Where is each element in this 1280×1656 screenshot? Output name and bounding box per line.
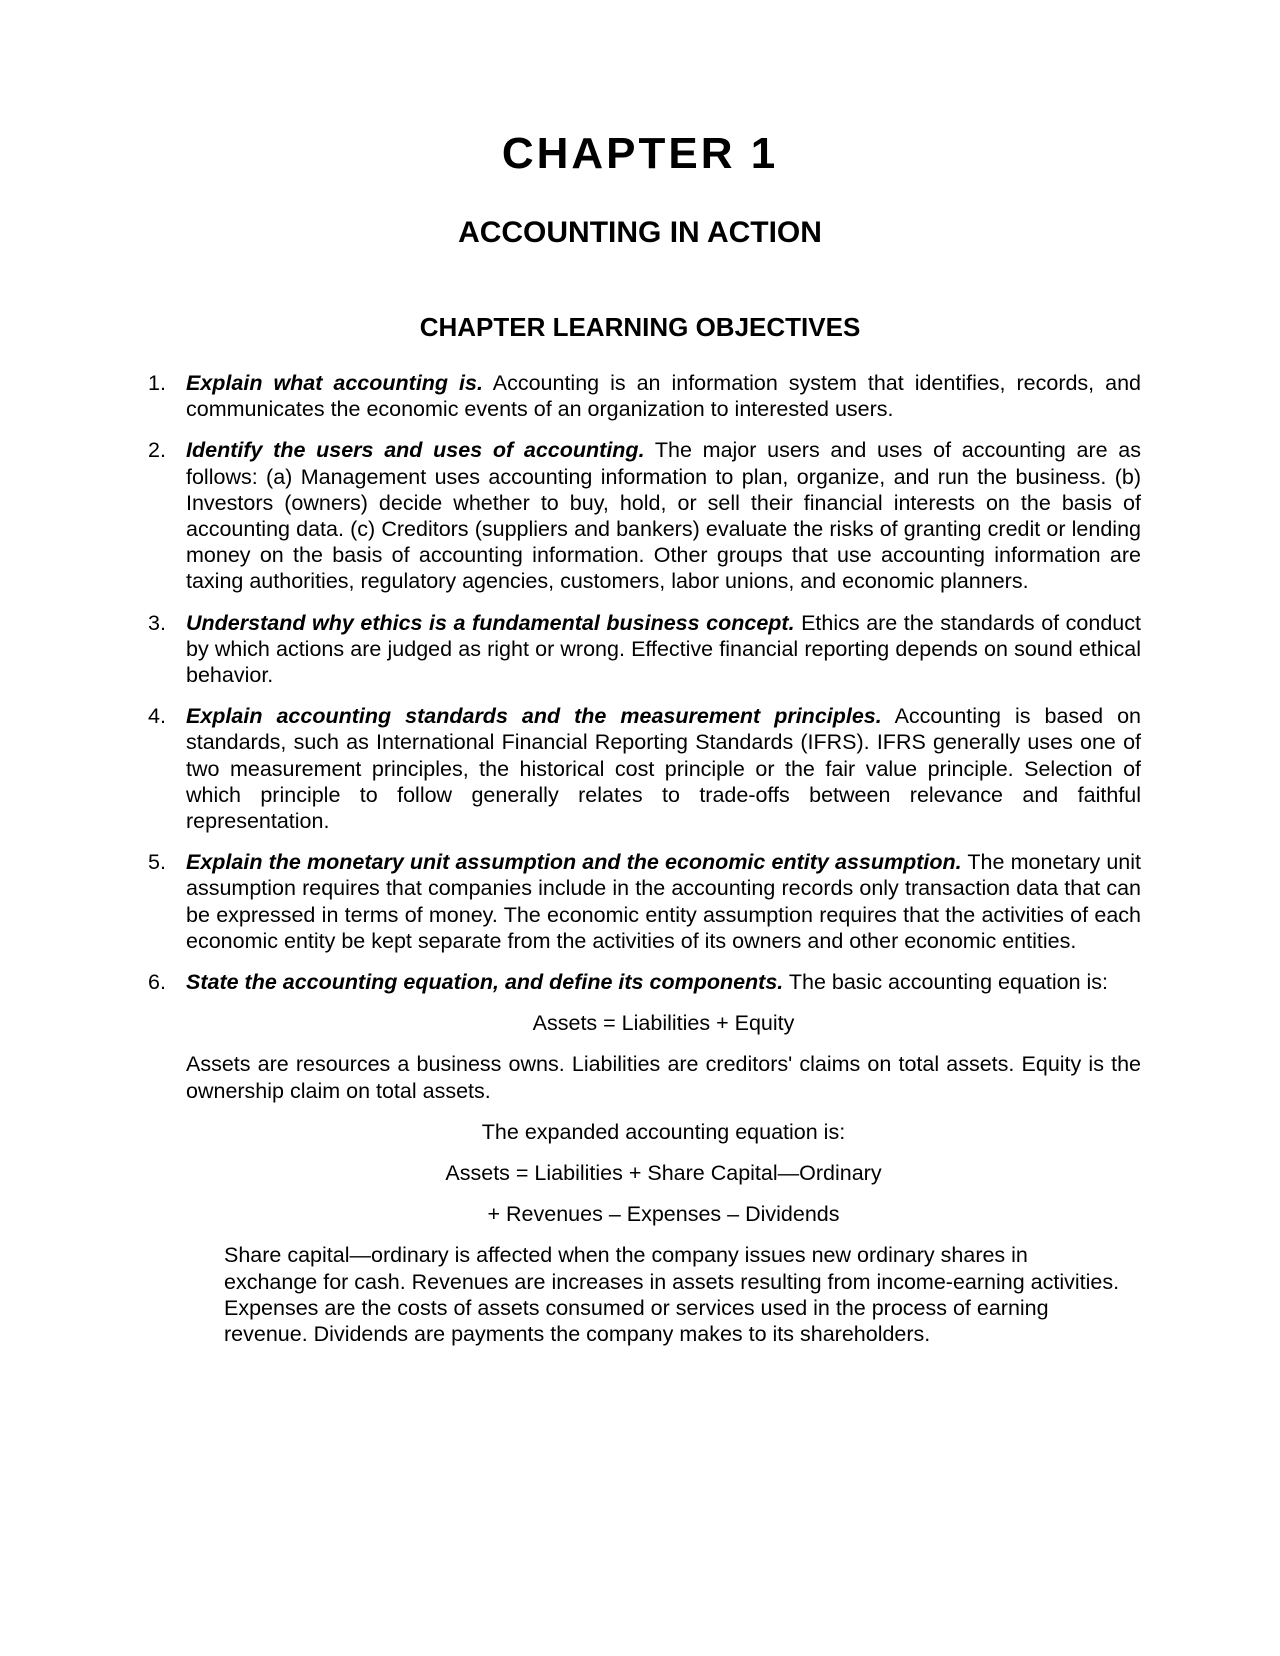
expanded-equation-line-1: Assets = Liabilities + Share Capital—Ordinary	[445, 1161, 882, 1186]
objective-body: Accounting is an information system that identifies, records, and communicates the economic events of an organization to interested users.	[186, 371, 1142, 422]
objective-item-5	[148, 849, 1142, 954]
objective-lead: Explain the monetary unit assumption and the economic entity assumption.	[186, 850, 962, 875]
objective-body: The basic accounting equation is:	[788, 970, 1108, 995]
learning-objectives-list	[0, 370, 1280, 1362]
equation-components-explanation: Share capital—ordinary is affected when the company issues new ordinary shares in exchange for cash. Revenues are increases in assets resulting from income-earning activities. Expenses are the costs of assets consumed or services used in the process of earning revenue. Dividends are payments the company makes to its shareholders.	[224, 1243, 1120, 1347]
objective-number: 1.	[148, 371, 166, 395]
objective-number: 5.	[148, 850, 166, 875]
objective-item-4	[148, 703, 1141, 834]
equation-definitions: Assets are resources a business owns. Liabilities are creditors' claims on total assets. Equity is the ownership claim on total assets.	[186, 1052, 1141, 1103]
objective-item-1	[148, 370, 1142, 422]
objective-number: 2.	[148, 438, 166, 463]
objective-item-3	[148, 610, 1141, 689]
section-heading: CHAPTER LEARNING OBJECTIVES	[419, 312, 861, 342]
chapter-title: ACCOUNTING IN ACTION	[458, 216, 822, 249]
objective-body: Ethics are the standards of conduct by which actions are judged as right or wrong. Effective financial reporting depends on sound ethical behavior.	[186, 610, 1141, 688]
expanded-equation-intro: The expanded accounting equation is:	[481, 1119, 846, 1144]
objective-lead: Identify the users and uses of accounting.	[186, 438, 645, 463]
objective-number: 3.	[148, 610, 166, 635]
objective-body: The monetary unit assumption requires that companies include in the accounting records only transaction data that can be expressed in terms of money. The economic entity assumption requires that the activities of each economic entity be kept separate from the activities of its owners and other economic entities.	[186, 850, 1142, 953]
objective-item-2	[148, 437, 1142, 594]
objective-number: 6.	[148, 970, 166, 995]
expanded-equation-line-2: + Revenues – Expenses – Dividends	[487, 1202, 840, 1227]
objective-lead: Explain accounting standards and the measurement principles.	[186, 704, 882, 729]
objective-number: 4.	[148, 704, 166, 729]
chapter-number: CHAPTER 1	[501, 129, 779, 178]
objective-body: The major users and uses of accounting are as follows: (a) Management uses accounting information to plan, organize, and run the business. (b) Investors (owners) decide whether to buy, hold, or sell their financial interests on the basis of accounting data. (c) Creditors (suppliers and bankers) evaluate the risks of granting credit or lending money on the basis of accounting information. Other groups that use accounting information are taxing authorities, regulatory agencies, customers, labor unions, and economic planners.	[186, 438, 1142, 594]
objective-lead: Explain what accounting is.	[186, 371, 483, 395]
objective-lead: State the accounting equation, and define its components.	[186, 970, 784, 995]
objective-item-6	[148, 969, 1141, 1347]
objective-intro	[186, 969, 1141, 995]
basic-equation: Assets = Liabilities + Equity	[532, 1011, 795, 1036]
objective-body: Accounting is based on standards, such as International Financial Reporting Standards (IFRS). IFRS generally uses one of two measurement principles, the historical cost principle or the fair value principle. Selection of which principle to follow generally relates to trade-offs between relevance and faithful representation.	[186, 704, 1141, 834]
objective-lead: Understand why ethics is a fundamental business concept.	[186, 610, 795, 635]
